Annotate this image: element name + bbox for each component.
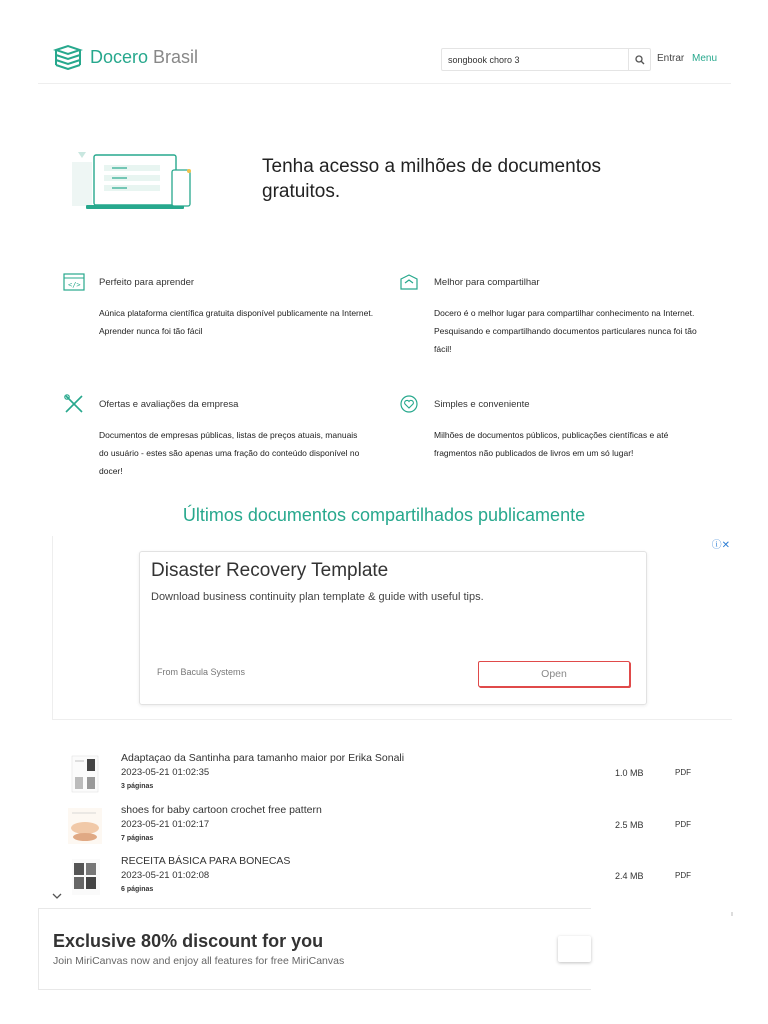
bottom-ad-banner[interactable] (38, 908, 591, 990)
ad-title[interactable]: Disaster Recovery Template (151, 560, 389, 581)
document-title[interactable]: RECEITA BÁSICA PARA BONECAS (121, 855, 291, 867)
chevron-down-icon[interactable] (51, 891, 63, 901)
document-thumbnail (66, 754, 104, 794)
ad-advertiser: From Bacula Systems (157, 667, 246, 677)
share-box-icon (398, 271, 420, 293)
ad-subtitle: Download business continuity plan template & guide with useful tips. (151, 591, 484, 603)
search-box (441, 48, 651, 71)
document-type: PDF (675, 768, 691, 777)
document-title[interactable]: shoes for baby cartoon crochet free pattern (121, 804, 322, 816)
document-date: 2023-05-21 01:02:08 (121, 870, 210, 881)
divider (731, 912, 733, 916)
search-input[interactable] (442, 49, 628, 70)
document-row[interactable] (62, 804, 712, 850)
menu-link[interactable]: Menu (692, 53, 718, 64)
login-link[interactable]: Entrar (657, 53, 685, 64)
feature-simple (434, 399, 704, 462)
document-thumbnail (66, 857, 104, 897)
search-icon (635, 55, 645, 65)
feature-desc: Documentos de empresas públicas, listas de preços atuais, manuais do usuário - estes são apenas uma fração do conteúdo disponível no docer! (99, 430, 360, 476)
document-pages: 7 páginas (121, 835, 154, 842)
document-pages: 6 páginas (121, 886, 154, 893)
feature-learn (68, 277, 389, 340)
feature-title: Ofertas e avaliações da empresa (99, 399, 239, 410)
document-thumbnail (66, 806, 104, 846)
laptop-phone-illustration (72, 150, 198, 212)
feature-desc: Docero é o melhor lugar para compartilhar conhecimento na Internet. Pesquisando e compartilhando documentos particulares nunca foi tão fácil! (434, 308, 697, 354)
brand-name: Docero Brasil (90, 46, 199, 67)
document-date: 2023-05-21 01:02:35 (121, 767, 210, 778)
bottom-ad-button[interactable] (558, 936, 591, 962)
ad-banner (52, 536, 732, 720)
heart-badge-icon (398, 393, 420, 415)
document-type: PDF (675, 871, 691, 880)
svg-text:</>: </> (68, 281, 81, 289)
brand-logo[interactable] (53, 44, 198, 70)
feature-share (434, 277, 704, 358)
document-date: 2023-05-21 01:02:17 (121, 819, 210, 830)
section-title: Últimos documentos compartilhados publicamente (182, 505, 586, 525)
ad-choices-icon[interactable]: ⓘ✕ (711, 540, 730, 551)
code-icon (63, 271, 85, 293)
document-row[interactable] (62, 752, 712, 798)
document-pages: 3 páginas (121, 783, 154, 790)
document-size: 2.4 MB (615, 871, 644, 881)
document-row[interactable] (62, 855, 712, 901)
ad-open-button[interactable]: Open (478, 661, 630, 687)
feature-title: Simples e conveniente (434, 399, 530, 410)
tools-icon (63, 393, 85, 415)
hero-title: Tenha acesso a milhões de documentos gratuitos. (262, 156, 602, 202)
feature-offers (99, 399, 369, 480)
bottom-ad-title[interactable]: Exclusive 80% discount for you (53, 931, 324, 951)
document-size: 1.0 MB (615, 768, 644, 778)
feature-title: Melhor para compartilhar (434, 277, 540, 288)
bottom-ad-subtitle: Join MiriCanvas now and enjoy all features for free MiriCanvas (53, 955, 345, 967)
search-button[interactable] (628, 49, 650, 70)
document-type: PDF (675, 820, 691, 829)
document-size: 2.5 MB (615, 820, 644, 830)
feature-desc: Milhões de documentos públicos, publicações científicas e até fragmentos não publicados de livros em um só lugar! (434, 430, 669, 458)
feature-desc: Aúnica plataforma científica gratuita disponível publicamente na Internet. Aprender nunca foi tão fácil (99, 308, 374, 336)
document-title[interactable]: Adaptaçao da Santinha para tamanho maior por Erika Sonali (121, 752, 405, 764)
books-stack-icon (53, 44, 83, 70)
feature-title: Perfeito para aprender (99, 277, 195, 288)
site-header (38, 36, 731, 84)
